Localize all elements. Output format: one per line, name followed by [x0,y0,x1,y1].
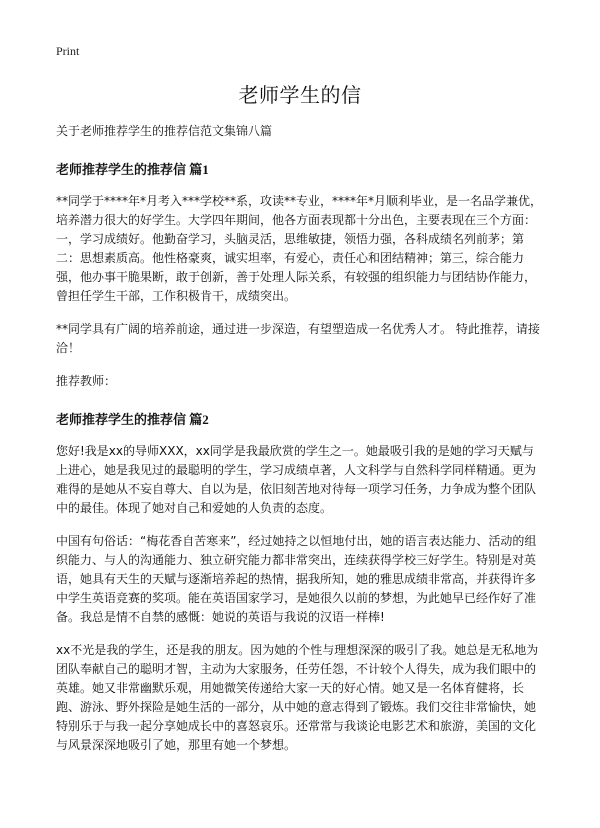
body-paragraph: **同学于****年*月考入***学校**系，攻读**专业，****年*月顺利毕业，是一名品学兼优，培养潜力很大的好学生。大学四年期间，他各方面表现都十分出色，主要表现在三个方面：一，学习成绩好。他勤奋学习，头脑灵活，思维敏捷，领悟力强，各科成绩名列前茅；第二：思想素质高。他性格豪爽，诚实坦率，有爱心，责任心和团结精神；第三，综合能力强，他办事干脆果断，敢于创新，善于处理人际关系，有较强的组织能力与团结协作能力，曾担任学生干部，工作积极肯干，成绩突出。 [56,194,543,303]
section-heading: 老师推荐学生的推荐信 篇1 [56,162,209,177]
body-paragraph: 中国有句俗话：“梅花香自苦寒来”，经过她持之以恒地付出，她的语言表达能力、活动的组织能力、与人的沟通能力、独立研究能力都非常突出，连续获得学校三好学生。特别是对英语，她具有天生的天赋与逐渐培养起的热情，据我所知，她的雅思成绩非常高，并获得许多中学生英语竞赛的奖项。能在英语国家学习，是她很久以前的梦想，为此她早已经作好了准备。我总是情不自禁的感慨：她说的英语与我说的汉语一样棒! [56,534,537,624]
print-link[interactable]: Print [56,44,80,58]
section-heading: 老师推荐学生的推荐信 篇2 [56,412,209,427]
letter-section-2 [56,409,544,755]
body-paragraph: xx不光是我的学生，还是我的朋友。因为她的个性与理想深深的吸引了我。她总是无私地为团队奉献自己的聪明才智，主动为大家服务，任劳任怨，不计较个人得失，成为我们眼中的英雄。她又非常幽默乐观，用她微笑传递给大家一天的好心情。她又是一名体育健将，长跑、游泳、野外探险是她生活的一部分，从中她的意志得到了锻炼。我们交往非常愉快，她特别乐于与我一起分享她成长中的喜怒哀乐。还常常与我谈论电影艺术和旅游，美国的文化与风景深深地吸引了她，那里有她一个梦想。 [56,643,539,752]
page-title: 老师学生的信 [238,83,362,107]
document-subtitle: 关于老师推荐学生的推荐信范文集锦八篇 [56,124,273,138]
signature-line: 推荐教师： [56,374,117,388]
body-paragraph: **同学具有广阔的培养前途，通过进一步深造，有望塑造成一名优秀人才。 特此推荐，请接洽！ [56,322,540,355]
letter-section-1 [56,159,544,391]
body-paragraph: 您好!我是xx的导师XXX，xx同学是我最欣赏的学生之一。她最吸引我的是她的学习天赋与上进心，她是我见过的最聪明的学生，学习成绩卓著，人文科学与自然科学同样精通。更为难得的是她从不妄自尊大、自以为是，依旧刻苦地对待每一项学习任务，力争成为整个团队中的最佳。体现了她对自己和爱她的人负责的态度。 [56,444,537,515]
